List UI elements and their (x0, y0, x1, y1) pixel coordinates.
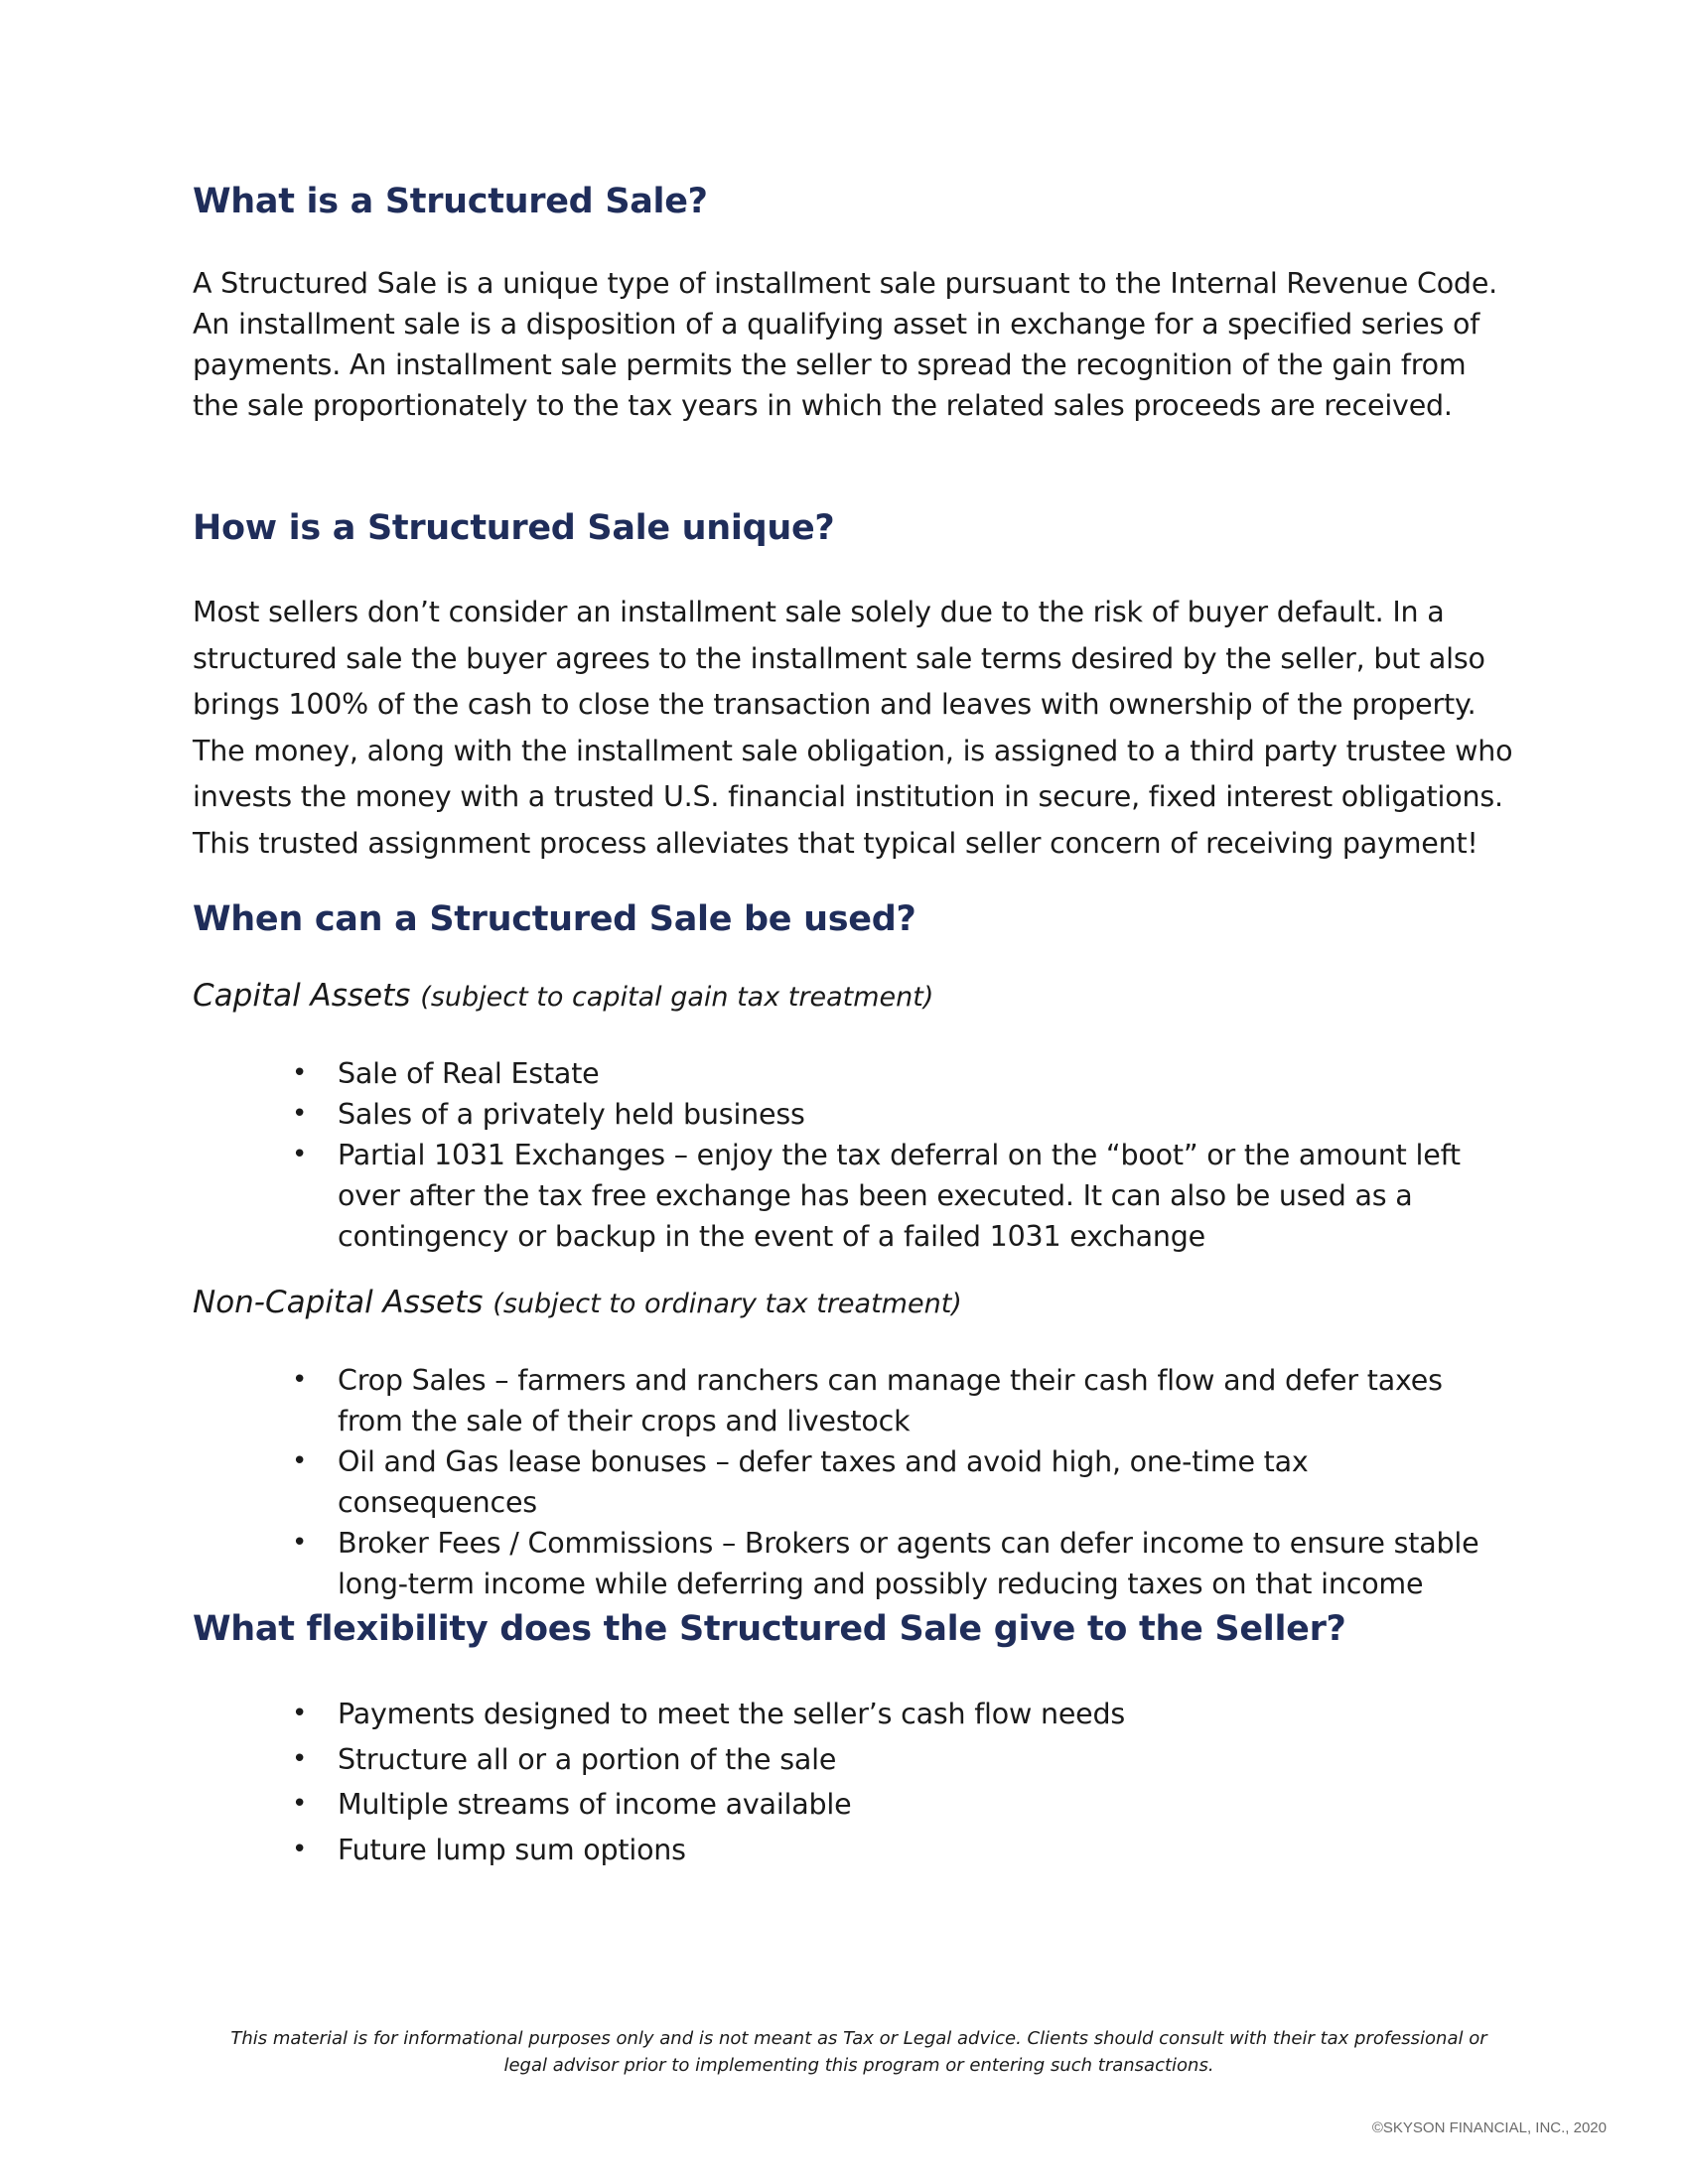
heading-how-unique: How is a Structured Sale unique? (193, 508, 835, 548)
bullet-icon: • (292, 1099, 308, 1129)
list-item: • Partial 1031 Exchanges – enjoy the tax deferral on the “boot” or the amount left over after the tax free exchange has been executed. It can also be used as a contingency or backup in the event of a failed 1031 exchange (292, 1135, 1513, 1257)
list-item: • Multiple streams of income available (292, 1782, 1513, 1828)
list-item: • Oil and Gas lease bonuses – defer taxes and avoid high, one-time tax consequences (292, 1441, 1513, 1523)
list-item: • Structure all or a portion of the sale (292, 1737, 1513, 1783)
bullet-icon: • (292, 1699, 308, 1728)
bullet-icon: • (292, 1140, 308, 1169)
bullet-icon: • (292, 1834, 308, 1864)
subheading-non-capital-assets (193, 1285, 962, 1320)
paragraph-what-is-structured-sale: A Structured Sale is a unique type of installment sale pursuant to the Internal Revenue Code. An installment sale is a disposition of a qualifying asset in exchange for a specified series of payments. An installment sale permits the seller to spread the recognition of the gain from the sale proportionately to the tax years in which the related sales proceeds are received. (193, 267, 1498, 422)
non-capital-assets-list (292, 1360, 1513, 1604)
capital-assets-title: Capital Assets (193, 978, 411, 1014)
heading-what-is-structured-sale: What is a Structured Sale? (193, 182, 708, 221)
list-item: • Sales of a privately held business (292, 1094, 1513, 1135)
footer-disclaimer: This material is for informational purposes only and is not meant as Tax or Legal advice. Clients should consult with their tax professional or legal advisor prior to implementing this program or entering such transactions. (230, 2028, 1487, 2076)
bullet-icon: • (292, 1365, 308, 1395)
list-item: • Sale of Real Estate (292, 1053, 1513, 1094)
non-capital-assets-note: (subject to ordinary tax treatment) (492, 1289, 962, 1319)
capital-assets-note: (subject to capital gain tax treatment) (420, 982, 934, 1013)
list-item: • Broker Fees / Commissions – Brokers or agents can defer income to ensure stable long-term income while deferring and possibly reducing taxes on that income (292, 1523, 1513, 1604)
list-item: • Crop Sales – farmers and ranchers can manage their cash flow and defer taxes from the sale of their crops and livestock (292, 1360, 1513, 1441)
paragraph-how-unique: Most sellers don’t consider an installment sale solely due to the risk of buyer default. In a structured sale the buyer agrees to the installment sale terms desired by the seller, but also brings 100% of the cash to close the transaction and leaves with ownership of the property. The money, along with the installment sale obligation, is assigned to a third party trustee who invests the money with a trusted U.S. financial institution in secure, fixed interest obligations. This trusted assignment process alleviates that typical seller concern of receiving payment! (193, 596, 1513, 860)
heading-flexibility: What flexibility does the Structured Sale give to the Seller? (193, 1609, 1346, 1649)
bullet-icon: • (292, 1743, 308, 1774)
bullet-icon: • (292, 1528, 308, 1558)
footer-copyright: ©SKYSON FINANCIAL, INC., 2020 (1371, 2119, 1607, 2136)
non-capital-assets-title: Non-Capital Assets (193, 1285, 484, 1320)
capital-assets-list (292, 1053, 1513, 1257)
list-item: • Payments designed to meet the seller’s cash flow needs (292, 1692, 1513, 1737)
flexibility-list (292, 1692, 1513, 1872)
bullet-icon: • (292, 1446, 308, 1476)
heading-when-used: When can a Structured Sale be used? (193, 899, 916, 939)
bullet-icon: • (292, 1058, 308, 1088)
subheading-capital-assets (193, 978, 933, 1014)
bullet-icon: • (292, 1789, 308, 1819)
list-item: • Future lump sum options (292, 1828, 1513, 1873)
